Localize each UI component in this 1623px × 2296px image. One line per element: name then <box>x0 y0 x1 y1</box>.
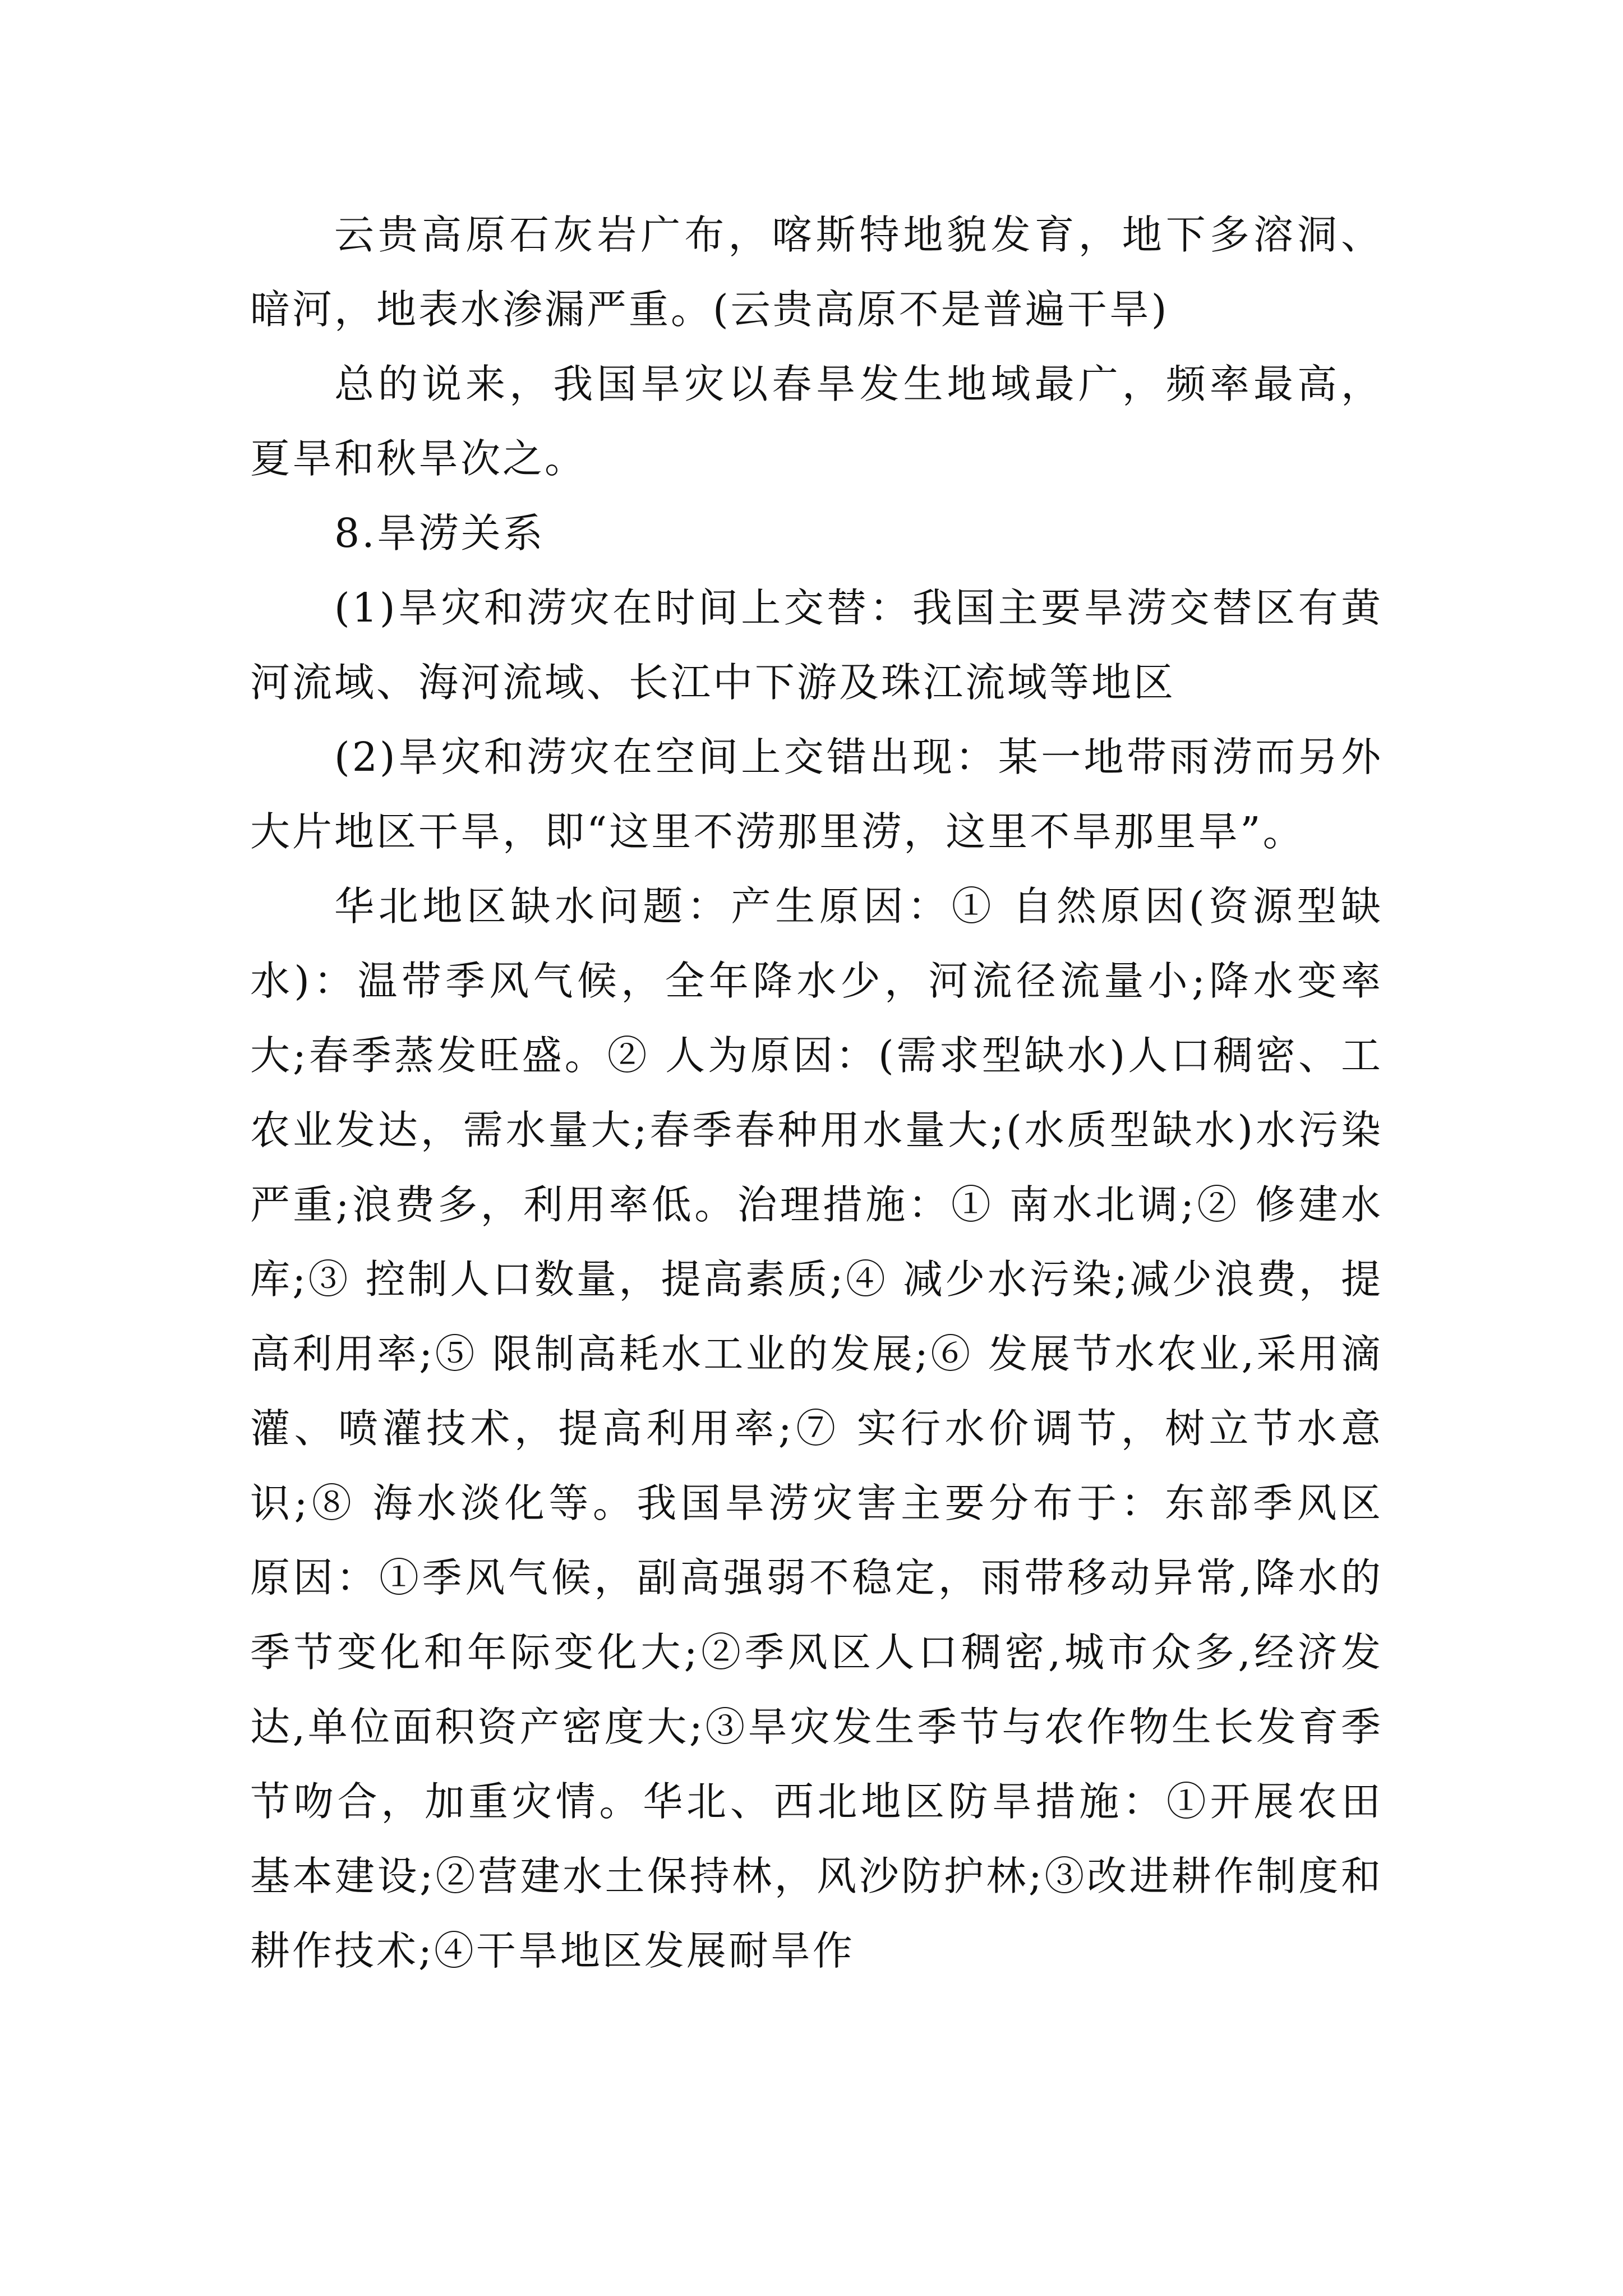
document-body <box>250 197 1383 1988</box>
paragraph-time-alternation: (1)旱灾和涝灾在时间上交替：我国主要旱涝交替区有黄河流域、海河流域、长江中下游及珠江流域等地区 <box>250 585 1383 706</box>
paragraph-space-interlace: (2)旱灾和涝灾在空间上交错出现：某一地带雨涝而另外大片地区干旱，即“这里不涝那里涝，这里不旱那里旱”。 <box>250 734 1383 855</box>
paragraph-karst: 云贵高原石灰岩广布，喀斯特地貌发育，地下多溶洞、暗河，地表水渗漏严重。(云贵高原不是普遍干旱) <box>250 211 1383 333</box>
paragraph-north-china-water: 华北地区缺水问题：产生原因：① 自然原因(资源型缺水)：温带季风气候，全年降水少，河流径流量小;降水变率大;春季蒸发旺盛。② 人为原因：(需求型缺水)人口稠密、工农业发达，需水量大;春季春种用水量大;(水质型缺水)水污染严重;浪费多，利用率低。治理措施：① 南水北调;② 修建水库;③ 控制人口数量，提高素质;④ 减少水污染;减少浪费，提高利用率;⑤ 限制高耗水工业的发展;⑥ 发展节水农业,采用滴灌、喷灌技术，提高利用率;⑦ 实行水价调节，树立节水意识;⑧ 海水淡化等。我国旱涝灾害主要分布于：东部季风区 原因：①季风气候，副高强弱不稳定，雨带移动异常,降水的季节变化和年际变化大;②季风区人口稠密,城市众多,经济发达,单位面积资产密度大;③旱灾发生季节与农作物生长发育季节吻合，加重灾情。华北、西北地区防旱措施：①开展农田基本建设;②营建水土保持林，风沙防护林;③改进耕作制度和耕作技术;④干旱地区发展耐旱作 <box>250 883 1383 1974</box>
section-heading-drought-flood: 8.旱涝关系 <box>334 510 545 556</box>
paragraph-drought-summary: 总的说来，我国旱灾以春旱发生地域最广，频率最高，夏旱和秋旱次之。 <box>250 361 1383 482</box>
